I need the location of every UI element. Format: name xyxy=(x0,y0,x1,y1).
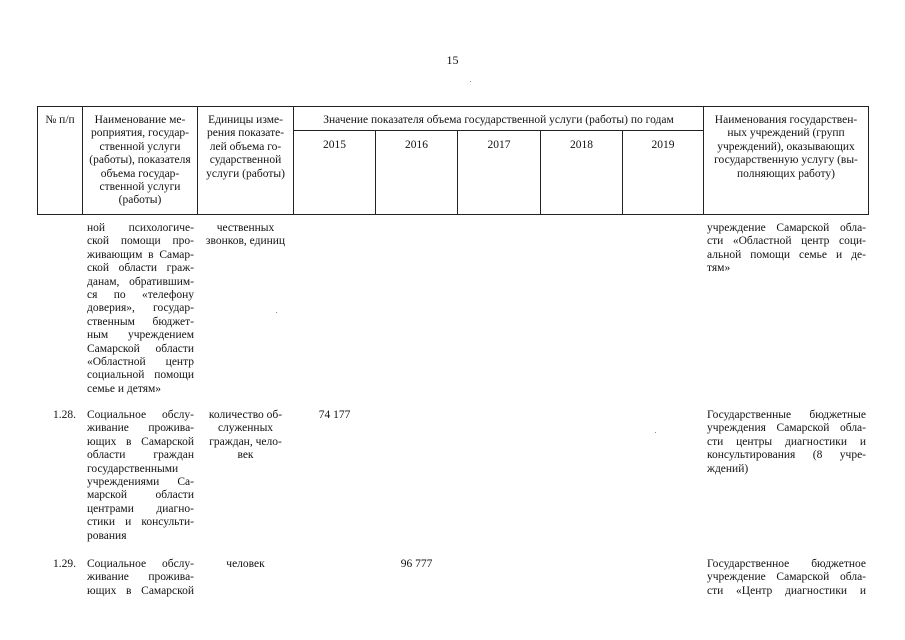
header-name-line: Наименование ме- xyxy=(94,114,186,126)
row-name-line: Социальное обслу- xyxy=(87,409,194,421)
row-name-line: ской области граж- xyxy=(87,262,194,275)
row-inst-line: сти «Областной центр соци- xyxy=(707,235,866,248)
header-values-title: Значение показателя объема государственной услуги (работы) по годам xyxy=(323,114,674,126)
row-name-line: области граждан xyxy=(87,449,194,462)
row-institutions xyxy=(707,558,866,598)
row-name-line: ным учреждением xyxy=(87,329,194,342)
header-units xyxy=(198,114,293,181)
header-name-line: ственной услуги xyxy=(99,140,181,153)
header-units-line: сударственной xyxy=(209,154,282,167)
row-unit xyxy=(198,558,293,571)
row-name-line: семье и детям» xyxy=(87,382,162,395)
header-inst-line: Наименования государствен- xyxy=(714,114,858,126)
header-name-line: ственной услуги xyxy=(99,181,181,194)
row-inst-line: Государственное бюджетное xyxy=(707,558,866,570)
header-name-line: (работы), показателя xyxy=(89,154,191,167)
header-name-line: (работы) xyxy=(118,194,162,207)
header-inst-line: учреждений), оказывающих xyxy=(717,140,855,153)
header-inst-line: ных учреждений (групп xyxy=(727,127,845,140)
header-year-2015: 2015 xyxy=(323,139,346,151)
row-value-2016: 96 777 xyxy=(400,558,433,570)
row-unit-line: человек xyxy=(226,558,265,570)
row-unit-line: служенных xyxy=(217,422,274,435)
table-top-rule xyxy=(37,106,869,107)
row-name-line: ственным бюджет- xyxy=(87,315,194,328)
row-name-line: доверия», государ- xyxy=(87,302,194,315)
row-name xyxy=(87,409,194,543)
row-inst-line: учреждения Самарской обла- xyxy=(707,422,866,435)
row-name-line: стики и консульти- xyxy=(87,516,194,529)
row-inst-line: сти центры диагностики и xyxy=(707,435,866,448)
scan-speck xyxy=(470,81,471,82)
row-name-line: учреждениями Са- xyxy=(87,476,194,489)
header-inst-line: полняющих работу) xyxy=(737,167,835,180)
year-subheader-rule xyxy=(293,130,703,131)
row-unit-line: граждан, чело- xyxy=(209,435,282,448)
header-inst-line: государственную услугу (вы- xyxy=(714,154,858,167)
row-name-line: ющих в Самарской xyxy=(87,584,194,597)
row-name-line: ной психологиче- xyxy=(87,222,194,234)
row-institutions xyxy=(707,222,866,276)
row-inst-line: учреждение Самарской обла- xyxy=(707,222,866,234)
row-name xyxy=(87,558,194,598)
row-institutions xyxy=(707,409,866,476)
row-unit-line: век xyxy=(237,449,254,462)
row-unit xyxy=(198,222,293,249)
row-name-line: Самарской области xyxy=(87,342,194,355)
header-bottom-rule xyxy=(37,214,869,215)
row-value-2015: 74 177 xyxy=(318,409,351,421)
row-inst-line: сти «Центр диагностики и xyxy=(707,584,866,597)
header-units-line: услуги (работы) xyxy=(206,167,285,180)
row-name-line: центрами диагно- xyxy=(87,502,194,515)
row-name-line: живание прожива- xyxy=(87,422,194,435)
row-name-line: марской области xyxy=(87,489,194,502)
row-name-line: рования xyxy=(87,529,127,542)
row-inst-line: ждений) xyxy=(707,462,749,475)
row-unit-line: количество об- xyxy=(208,409,283,421)
row-name-line: Социальное обслу- xyxy=(87,558,194,570)
header-name-line: роприятия, государ- xyxy=(90,127,190,140)
row-inst-line: учреждение Самарской обла- xyxy=(707,571,866,584)
header-year-2016: 2016 xyxy=(405,139,428,151)
header-year-2018: 2018 xyxy=(570,139,593,151)
row-name-line: ся по «телефону xyxy=(87,289,194,302)
header-year-2017: 2017 xyxy=(487,139,511,151)
row-inst-line: тям» xyxy=(707,262,731,275)
row-inst-line: консультирования (8 учре- xyxy=(707,449,866,462)
row-number: 1.28. xyxy=(53,409,76,421)
row-name xyxy=(87,222,194,396)
header-year-2019: 2019 xyxy=(651,139,675,151)
row-name-line: живающим в Самар- xyxy=(87,248,194,261)
page-number: 15 xyxy=(446,53,459,67)
row-name-line: живание прожива- xyxy=(87,571,194,584)
header-name-line: объема государ- xyxy=(100,167,180,180)
row-name-line: «Областной центр xyxy=(87,356,194,369)
header-name xyxy=(83,114,197,208)
row-inst-line: Государственные бюджетные xyxy=(707,409,866,421)
row-name-line: ской помощи про- xyxy=(87,235,194,248)
row-name-line: данам, обратившим- xyxy=(87,275,194,288)
scan-speck xyxy=(276,312,277,313)
row-inst-line: альной помощи семье и де- xyxy=(707,248,866,261)
row-unit-line: звонков, единиц xyxy=(205,235,286,248)
header-units-line: Единицы изме- xyxy=(208,114,283,126)
header-units-line: рения показате- xyxy=(206,127,285,140)
scan-speck xyxy=(655,432,656,433)
row-name-line: ющих в Самарской xyxy=(87,435,194,448)
table-right-border xyxy=(868,106,869,215)
row-name-line: государственными xyxy=(87,462,179,475)
row-name-line: социальной помощи xyxy=(87,369,194,382)
row-unit-line: чественных xyxy=(216,222,275,234)
row-unit xyxy=(198,409,293,463)
header-units-line: лей объема го- xyxy=(209,140,282,153)
row-number: 1.29. xyxy=(53,558,76,570)
header-number: № п/п xyxy=(45,114,75,126)
header-institutions xyxy=(704,114,868,181)
